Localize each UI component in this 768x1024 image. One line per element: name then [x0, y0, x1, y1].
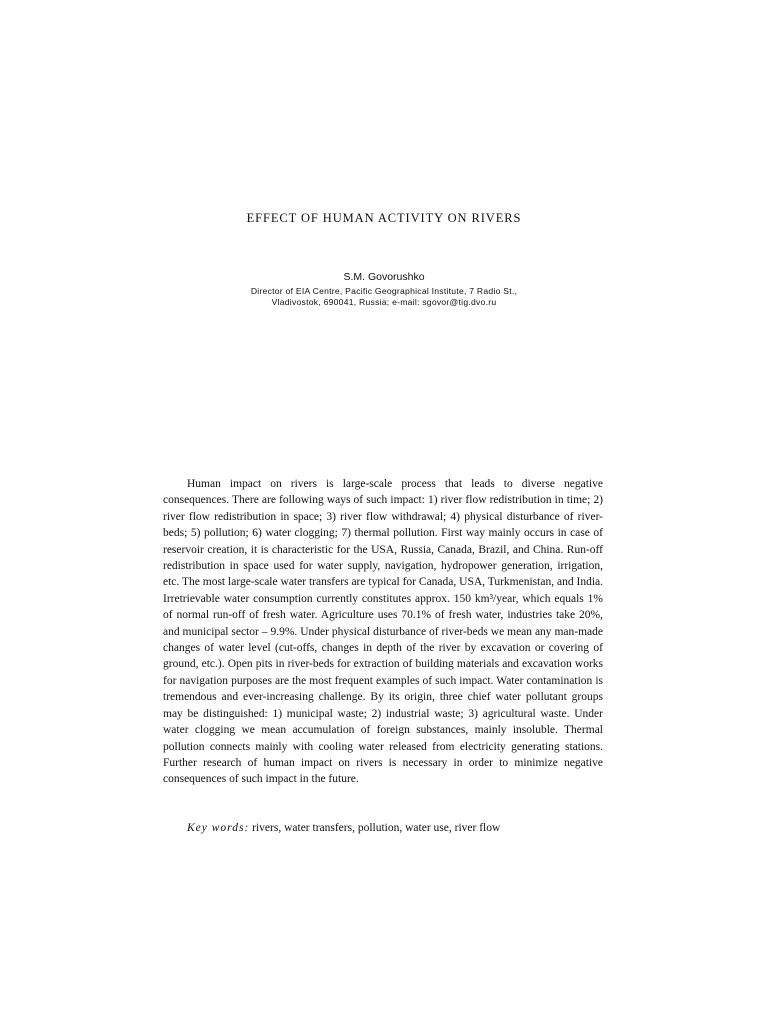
- abstract: [163, 476, 603, 788]
- keywords-line: [187, 820, 607, 836]
- affiliation-line-2: Vladivostok, 690041, Russia; e-mail: sgovor@tig.dvo.ru: [271, 297, 497, 307]
- affiliation-line-1: Director of EIA Centre, Pacific Geographical Institute, 7 Radio St.,: [250, 286, 518, 296]
- author-name: S.M. Govorushko: [343, 271, 425, 283]
- abstract-text: Human impact on rivers is large-scale process that leads to diverse negative consequences. There are following ways of such impact: 1) river flow redistribution in time; 2) river flow redistribution in space; 3) river flow withdrawal; 4) physical disturbance of river-beds; 5) pollution; 6) water clogging; 7) thermal pollution. First way mainly occurs in case of reservoir creation, it is characteristic for the USA, Russia, Canada, Brazil, and China. Run-off redistribution in space used for water supply, navigation, hydropower generation, irrigation, etc. The most large-scale water transfers are typical for Canada, USA, Turkmenistan, and India. Irretrievable water consumption currently constitutes approx. 150 km³/year, which equals 1% of normal run-off of fresh water. Agriculture uses 70.1% of fresh water, industries take 20%, and municipal sector – 9.9%. Under physical disturbance of river-beds we mean any man-made changes of water level (cut-offs, changes in depth of the river by excavation or covering of ground, etc.). Open pits in river-beds for extraction of building materials and excavation works for navigation purposes are the most frequent examples of such impact. Water contamination is tremendous and ever-increasing challenge. By its origin, three chief water pollutant groups may be distinguished: 1) municipal waste; 2) industrial waste; 3) agricultural waste. Under water clogging we mean accumulation of foreign substances, mainly insoluble. Thermal pollution connects mainly with cooling water released from electricity generating stations. Further research of human impact on rivers is necessary in order to minimize negative consequences of such impact in the future.: [163, 478, 603, 786]
- keywords-list: rivers, water transfers, pollution, water use, river flow: [252, 822, 501, 834]
- article-title: EFFECT OF HUMAN ACTIVITY ON RIVERS: [246, 211, 522, 225]
- author-affiliation: [0, 286, 768, 308]
- keywords-label: Key words:: [187, 822, 250, 834]
